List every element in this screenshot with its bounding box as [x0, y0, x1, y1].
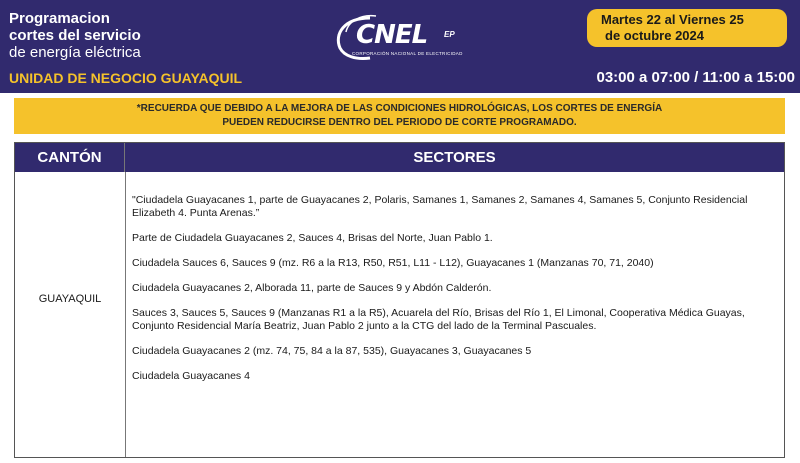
- business-unit-label: UNIDAD DE NEGOCIO GUAYAQUIL: [9, 70, 243, 86]
- canton-cell: GUAYAQUIL: [38, 293, 102, 305]
- date-range-line-2: de octubre 2024: [605, 28, 704, 43]
- notice-line-2: PUEDEN REDUCIRSE DENTRO DEL PERIODO DE CORTE PROGRAMADO.: [222, 117, 577, 128]
- notice-banner: [14, 98, 785, 134]
- header-banner: [0, 0, 800, 93]
- table-header-row: [15, 143, 784, 172]
- cnel-logo: [330, 14, 470, 64]
- column-header-canton: CANTÓN: [15, 143, 125, 172]
- sector-item: Parte de Ciudadela Guayacanes 2, Sauces 4, Brisas del Norte, Juan Pablo 1.: [132, 232, 493, 244]
- time-range: 03:00 a 07:00 / 11:00 a 15:00: [596, 69, 795, 86]
- column-divider: [125, 172, 126, 457]
- sector-item: Sauces 3, Sauces 5, Sauces 9 (Manzanas R1 a la R5), Acuarela del Río, Brisas del Río 1, El Limonal, Cooperativa Médica Guayas, Conjunto Residencial María Beatriz, Juan Pablo 2 junto a la CTG del lado de la Terminal Pascuales.: [132, 307, 745, 332]
- logo-suffix: EP: [444, 30, 455, 39]
- sectors-cell: [132, 194, 780, 395]
- column-header-sectores: SECTORES: [413, 149, 496, 166]
- date-range-line-1: Martes 22 al Viernes 25: [601, 12, 744, 27]
- date-range-badge: [587, 9, 787, 47]
- sector-item: Ciudadela Sauces 6, Sauces 9 (mz. R6 a la R13, R50, R51, L11 - L12), Guayacanes 1 (Manzanas 70, 71, 2040): [132, 257, 654, 269]
- logo-tagline: CORPORACIÓN NACIONAL DE ELECTRICIDAD: [352, 51, 463, 56]
- title-line-3: de energía eléctrica: [9, 44, 141, 61]
- title-line-1: Programacion: [9, 10, 110, 27]
- sector-item: Ciudadela Guayacanes 2 (mz. 74, 75, 84 a la 87, 535), Guayacanes 3, Guayacanes 5: [132, 345, 532, 357]
- title-line-2: cortes del servicio: [9, 27, 141, 44]
- outage-table: [14, 142, 785, 458]
- schedule-title: [9, 10, 141, 61]
- sector-item: "Ciudadela Guayacanes 1, parte de Guayacanes 2, Polaris, Samanes 1, Samanes 2, Samanes 4, Samanes 5, Conjunto Residencial Elizabeth 4. Punta Arenas.”: [132, 194, 748, 219]
- logo-wordmark: CNEL: [356, 20, 428, 50]
- sector-item: Ciudadela Guayacanes 4: [132, 370, 250, 382]
- notice-line-1: *RECUERDA QUE DEBIDO A LA MEJORA DE LAS CONDICIONES HIDROLÓGICAS, LOS CORTES DE ENERGÍA: [136, 103, 663, 114]
- sector-item: Ciudadela Guayacanes 2, Alborada 11, parte de Sauces 9 y Abdón Calderón.: [132, 282, 492, 294]
